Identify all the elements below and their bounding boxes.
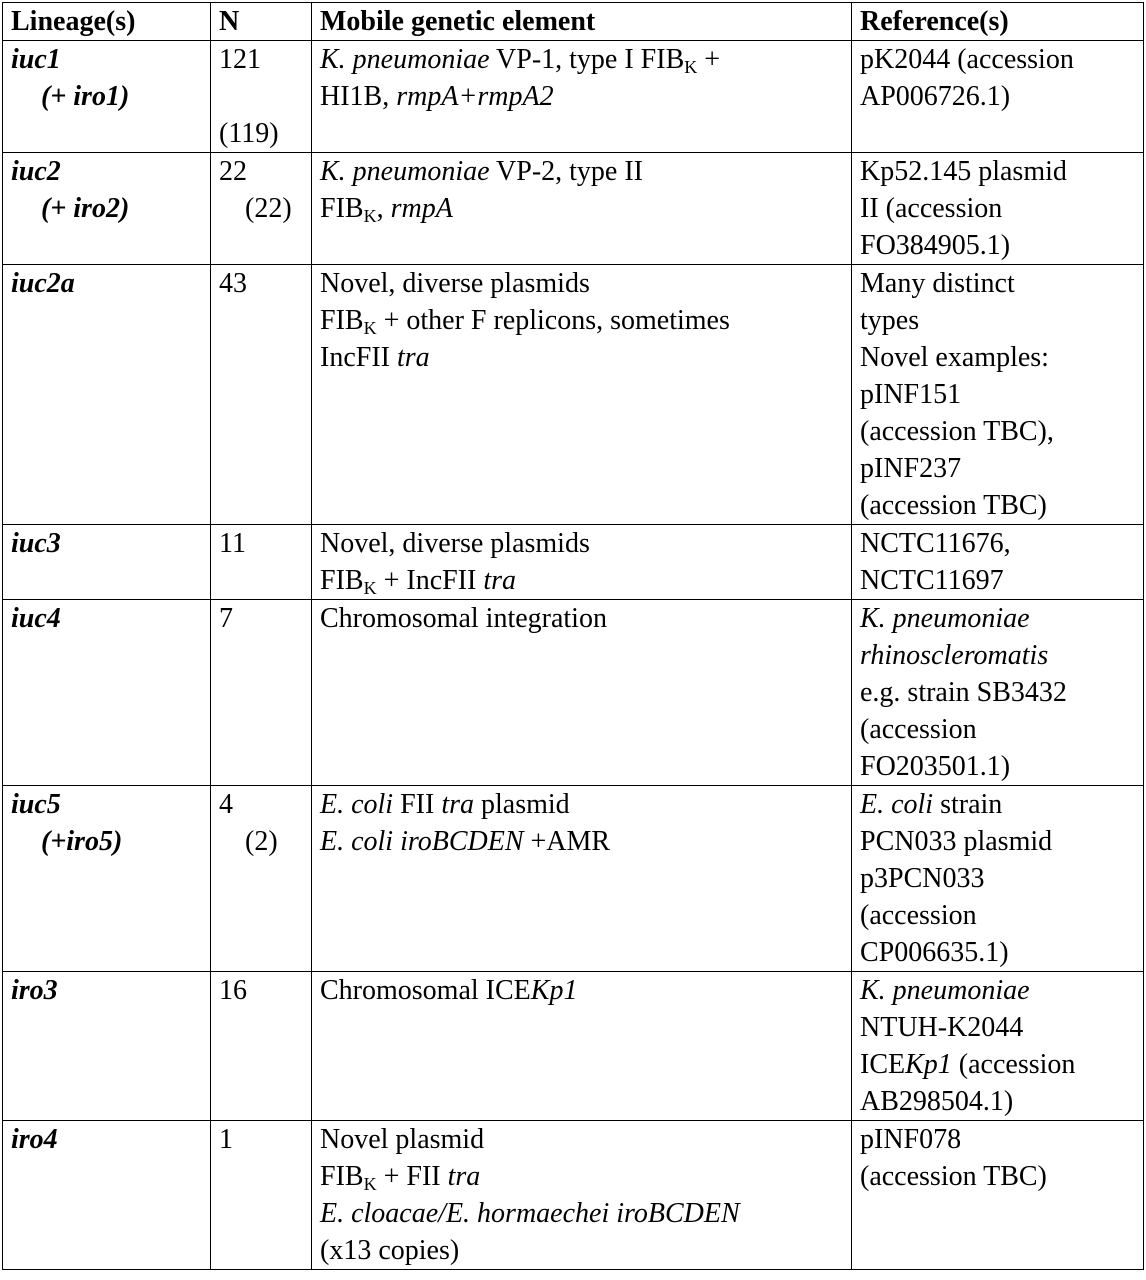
mge-text: Novel, diverse plasmids: [320, 268, 590, 299]
reference-text: ICE: [860, 1049, 906, 1080]
mge-subscript: K: [363, 206, 377, 226]
reference-text: E. coli: [860, 789, 934, 820]
reference-line: K. pneumoniae: [860, 603, 1030, 634]
lineage-name: iuc1: [11, 44, 61, 75]
reference-line: pINF078: [860, 1124, 962, 1155]
reference-line: Many distinct: [860, 268, 1015, 299]
lineage-cell: [3, 265, 211, 525]
lineage-name: iuc4: [11, 603, 61, 634]
reference-line: p3PCN033: [860, 863, 985, 894]
mge-text: FIB: [320, 193, 364, 224]
mge-cell: [312, 1121, 852, 1270]
lineage-name: iuc3: [11, 528, 61, 559]
reference-line: Kp52.145 plasmid: [860, 156, 1067, 187]
mge-text: VP-1, type I FIB: [489, 44, 685, 75]
reference-line: (accession TBC),: [860, 416, 1054, 447]
reference-text: (accession: [951, 1049, 1076, 1080]
reference-cell: [852, 972, 1144, 1121]
mge-text: + IncFII: [376, 565, 484, 596]
lineage-cell: [3, 1121, 211, 1270]
table-row: [3, 525, 1144, 600]
reference-line: Novel examples:: [860, 342, 1049, 373]
n-value: 22: [219, 156, 247, 187]
reference-line: K. pneumoniae: [860, 975, 1030, 1006]
mge-text: Chromosomal integration: [320, 603, 607, 634]
header-lineage: Lineage(s): [3, 3, 211, 41]
lineage-name: iuc2a: [11, 268, 75, 299]
reference-line: FO384905.1): [860, 230, 1011, 261]
lineage-name: iuc5: [11, 789, 61, 820]
reference-cell: [852, 41, 1144, 153]
table-row: [3, 786, 1144, 972]
reference-line: AP006726.1): [860, 81, 1011, 112]
mge-cell: [312, 972, 852, 1121]
n-sub-value: (119): [219, 118, 279, 149]
mge-text: IncFII: [320, 342, 397, 373]
n-cell: [211, 153, 312, 265]
table-row: [3, 153, 1144, 265]
header-reference: Reference(s): [852, 3, 1144, 41]
lineage-cell: [3, 972, 211, 1121]
reference-line: NCTC11676,: [860, 528, 1011, 559]
mge-cell: [312, 41, 852, 153]
mge-text: FIB: [320, 305, 364, 336]
header-n: N: [211, 3, 312, 41]
mge-subscript: K: [684, 57, 698, 77]
reference-cell: [852, 525, 1144, 600]
lineage-cell: [3, 153, 211, 265]
lineage-name: iro3: [11, 975, 58, 1006]
reference-cell: [852, 600, 1144, 786]
table-row: [3, 1121, 1144, 1270]
reference-line: pINF237: [860, 453, 962, 484]
lineage-sub: (+iro5): [41, 826, 123, 857]
reference-cell: [852, 1121, 1144, 1270]
mge-text: ,: [376, 193, 391, 224]
mge-text: HI1B,: [320, 81, 397, 112]
n-cell: [211, 41, 312, 153]
mge-subscript: K: [363, 1174, 377, 1194]
reference-line: II (accession: [860, 193, 1003, 224]
mge-subscript: K: [363, 318, 377, 338]
mge-text: Kp1: [530, 975, 578, 1006]
reference-line: pK2044 (accession: [860, 44, 1074, 75]
table-row: [3, 265, 1144, 525]
mge-text: + FII: [376, 1161, 448, 1192]
reference-text: strain: [933, 789, 1003, 820]
reference-line: PCN033 plasmid: [860, 826, 1053, 857]
reference-line: CP006635.1): [860, 937, 1009, 968]
reference-line: NTUH-K2044: [860, 1012, 1024, 1043]
mge-text: Novel, diverse plasmids: [320, 528, 590, 559]
n-value: 16: [219, 975, 247, 1006]
lineage-cell: [3, 786, 211, 972]
mge-text: + other F replicons, sometimes: [376, 305, 730, 336]
mge-text: K. pneumoniae: [320, 44, 490, 75]
lineage-name: iro4: [11, 1124, 58, 1155]
n-cell: [211, 786, 312, 972]
reference-line: FO203501.1): [860, 751, 1011, 782]
mge-cell: [312, 786, 852, 972]
header-row: [3, 3, 1144, 41]
reference-line: (accession TBC): [860, 490, 1047, 521]
lineage-table: [2, 2, 1144, 1270]
mge-text: rmpA: [390, 193, 453, 224]
reference-line: (accession: [860, 900, 977, 931]
mge-subscript: K: [363, 578, 377, 598]
mge-text: E. cloacae/E. hormaechei iroBCDEN: [320, 1198, 740, 1229]
n-cell: [211, 972, 312, 1121]
mge-cell: [312, 525, 852, 600]
reference-cell: [852, 786, 1144, 972]
mge-text: VP-2, type II: [489, 156, 643, 187]
mge-text: (x13 copies): [320, 1235, 460, 1266]
mge-cell: [312, 153, 852, 265]
n-value: 1: [219, 1124, 233, 1155]
reference-line: types: [860, 305, 920, 336]
mge-text: rmpA+rmpA2: [396, 81, 554, 112]
lineage-cell: [3, 600, 211, 786]
reference-line: (accession: [860, 714, 977, 745]
lineage-cell: [3, 525, 211, 600]
reference-line: pINF151: [860, 379, 962, 410]
reference-text: Kp1: [905, 1049, 952, 1080]
lineage-sub: (+ iro1): [41, 81, 130, 112]
mge-text: +: [697, 44, 721, 75]
n-sub-value: (22): [245, 193, 292, 224]
n-value: 4: [219, 789, 233, 820]
mge-text: tra: [441, 789, 475, 820]
n-value: 43: [219, 268, 247, 299]
table-row: [3, 600, 1144, 786]
mge-text: +AMR: [523, 826, 611, 857]
mge-text: FIB: [320, 565, 364, 596]
mge-text: tra: [396, 342, 430, 373]
mge-cell: [312, 600, 852, 786]
mge-text: FIB: [320, 1161, 364, 1192]
n-cell: [211, 1121, 312, 1270]
reference-line: e.g. strain SB3432: [860, 677, 1067, 708]
n-value: 7: [219, 603, 233, 634]
mge-text: E. coli iroBCDEN: [320, 826, 524, 857]
n-cell: [211, 600, 312, 786]
header-mge: Mobile genetic element: [312, 3, 852, 41]
reference-line: NCTC11697: [860, 565, 1004, 596]
table-row: [3, 972, 1144, 1121]
n-value: 11: [219, 528, 246, 559]
table-row: [3, 41, 1144, 153]
mge-text: K. pneumoniae: [320, 156, 490, 187]
lineage-name: iuc2: [11, 156, 61, 187]
n-cell: [211, 265, 312, 525]
mge-text: FII: [393, 789, 442, 820]
reference-cell: [852, 153, 1144, 265]
mge-text: E. coli: [320, 789, 394, 820]
n-value: 121: [219, 44, 261, 75]
lineage-cell: [3, 41, 211, 153]
mge-text: tra: [447, 1161, 481, 1192]
reference-cell: [852, 265, 1144, 525]
reference-line: AB298504.1): [860, 1086, 1014, 1117]
reference-line: (accession TBC): [860, 1161, 1047, 1192]
mge-text: Chromosomal ICE: [320, 975, 531, 1006]
reference-line: rhinoscleromatis: [860, 640, 1049, 671]
n-cell: [211, 525, 312, 600]
mge-text: tra: [483, 565, 517, 596]
n-sub-value: (2): [245, 826, 278, 857]
mge-cell: [312, 265, 852, 525]
mge-text: Novel plasmid: [320, 1124, 485, 1155]
mge-text: plasmid: [474, 789, 570, 820]
lineage-sub: (+ iro2): [41, 193, 130, 224]
